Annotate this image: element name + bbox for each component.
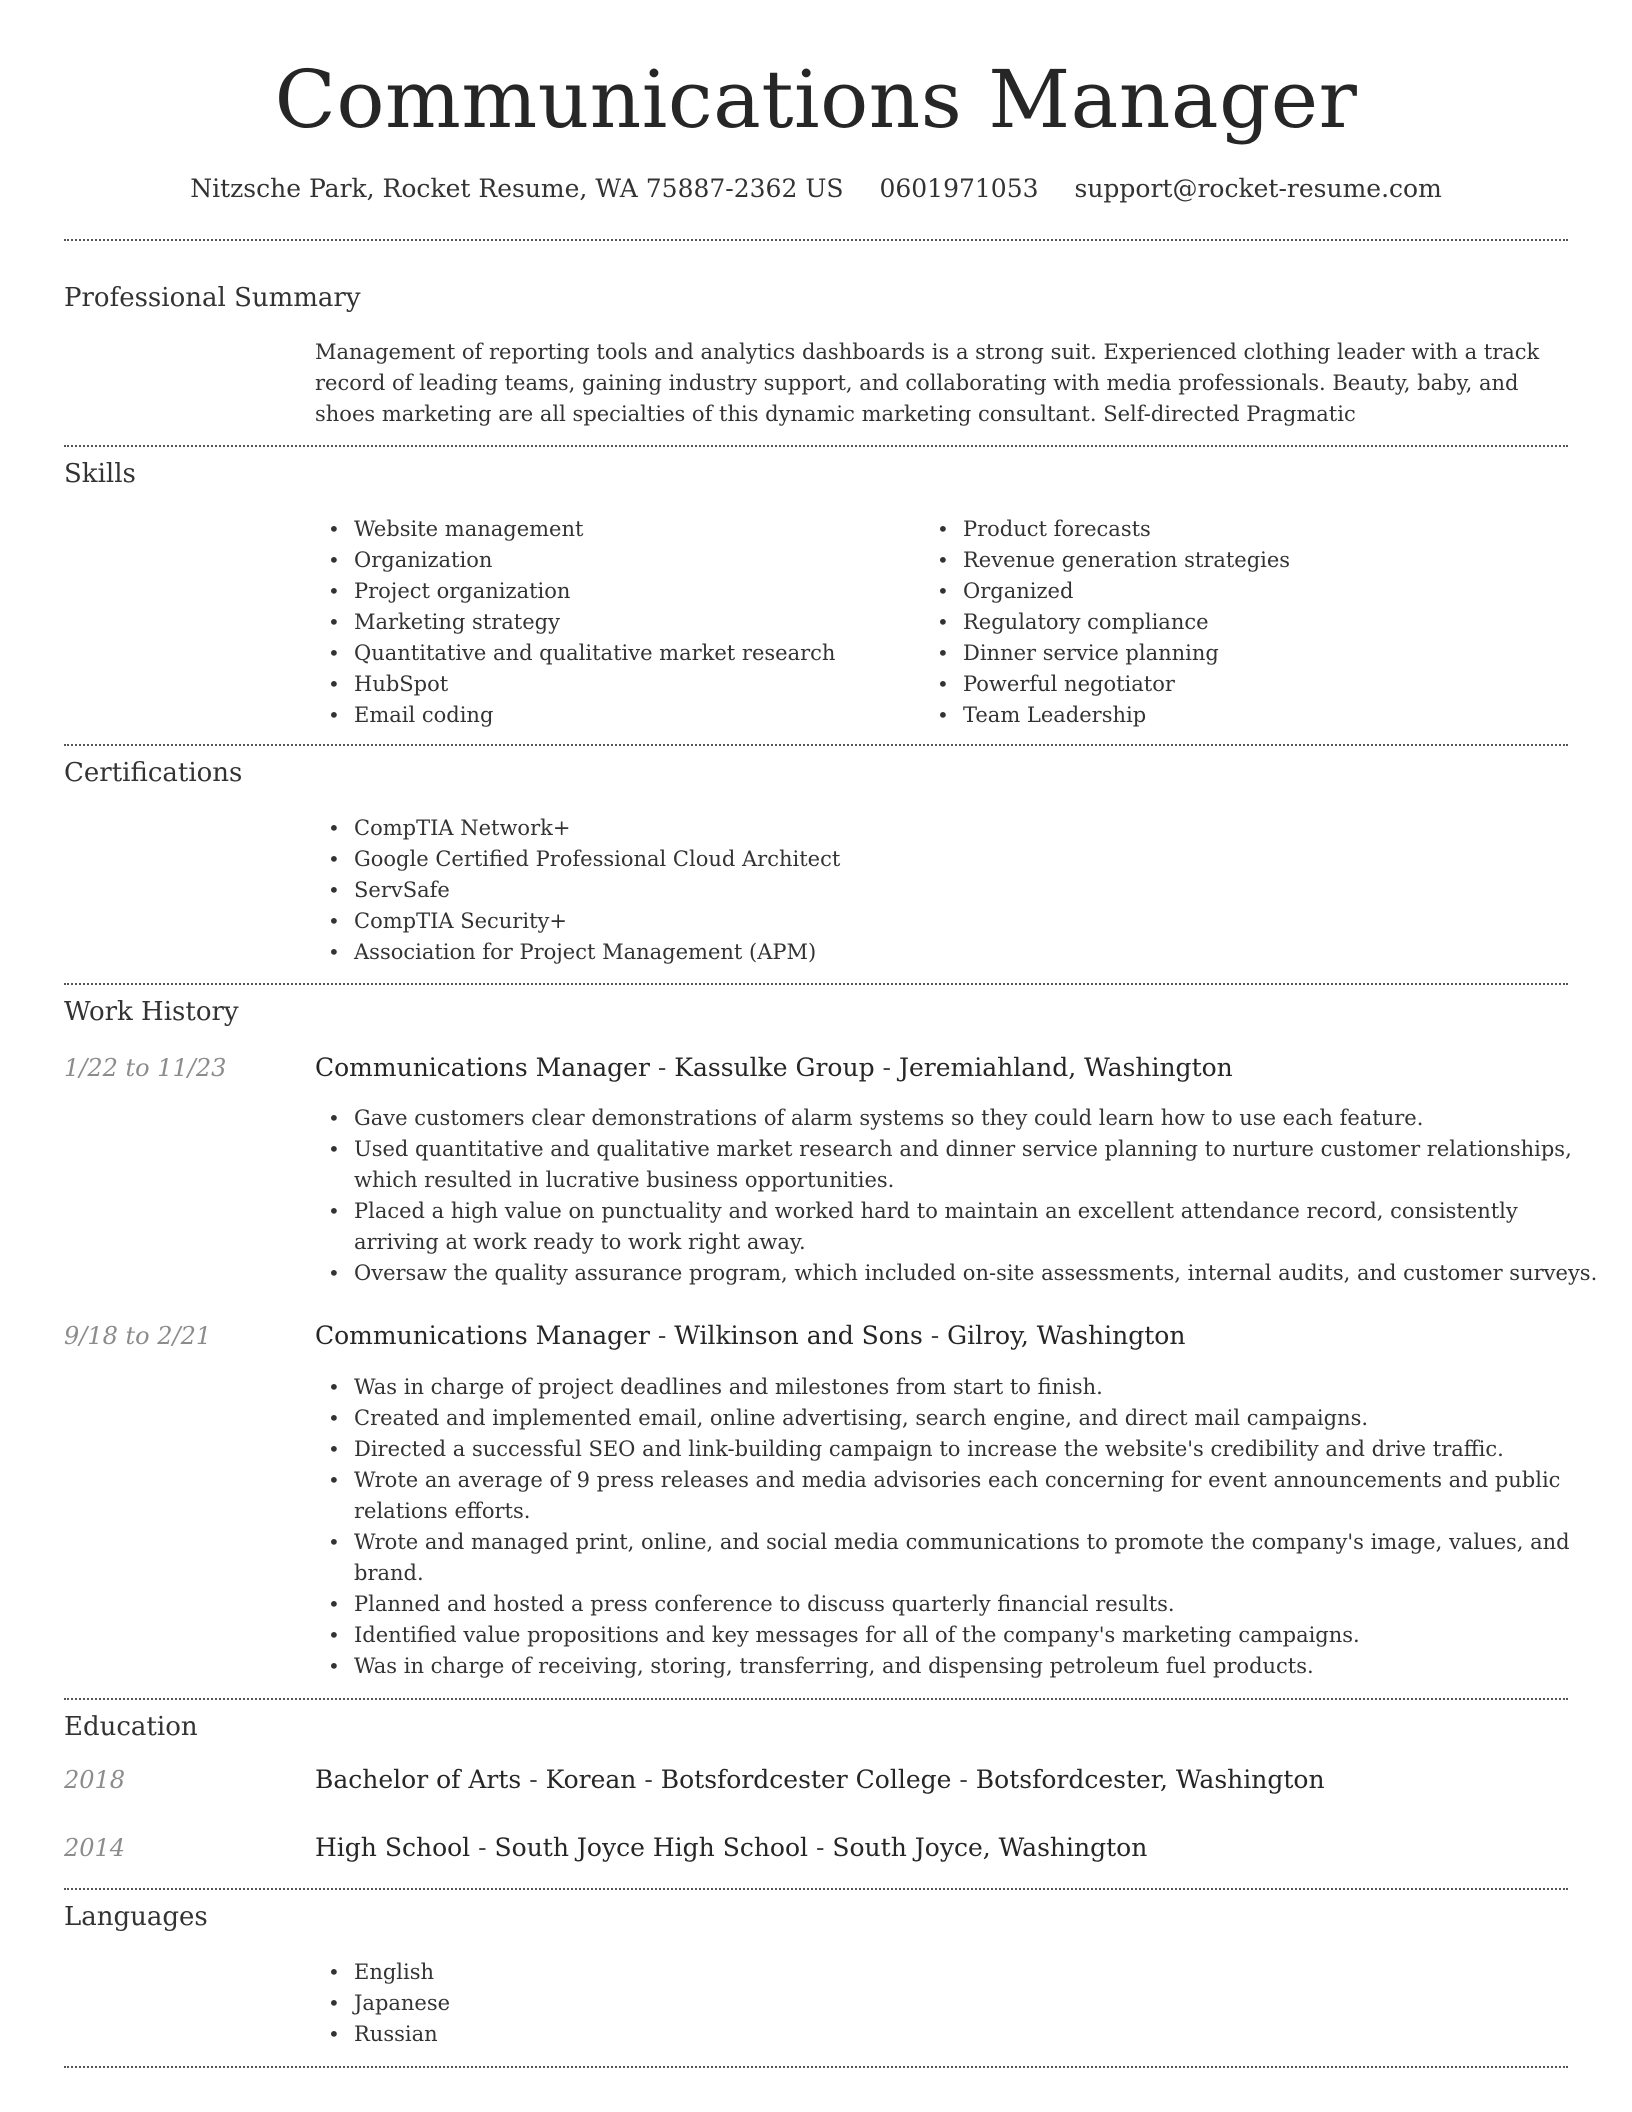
section-title-education: Education <box>64 1712 198 1742</box>
list-item: • CompTIA Security+ <box>354 906 840 937</box>
job-company: Wilkinson and Sons <box>674 1321 923 1350</box>
list-item: • Marketing strategy <box>354 607 835 638</box>
job-role: Communications Manager <box>315 1053 650 1082</box>
education-degree: High School <box>315 1833 471 1862</box>
divider <box>64 1698 1568 1700</box>
list-item: • Organized <box>963 576 1290 607</box>
list-item: • Google Certified Professional Cloud Architect <box>354 844 840 875</box>
contact-line <box>0 172 1632 206</box>
education-location: South Joyce, Washington <box>832 1833 1148 1862</box>
list-item: • ServSafe <box>354 875 840 906</box>
education-school: Botsfordcester College <box>660 1765 952 1794</box>
summary-text: Management of reporting tools and analytics dashboards is a strong suit. Experienced clothing leader with a track record of leading teams, gaining industry support, and collaborating with media professionals. Beauty, baby, and shoes marketing are all specialties of this dynamic marketing consultant. Self-directed Pragmatic <box>315 340 1540 426</box>
divider <box>64 239 1568 241</box>
job-date: 9/18 to 2/21 <box>64 1322 212 1350</box>
list-item: • Project organization <box>354 576 835 607</box>
list-item: • Product forecasts <box>963 514 1290 545</box>
list-item: • Directed a successful SEO and link-building campaign to increase the website's credibility and drive traffic. <box>354 1434 1608 1465</box>
section-title-summary: Professional Summary <box>64 283 361 313</box>
list-item: • Wrote and managed print, online, and social media communications to promote the company's image, values, and brand. <box>354 1527 1608 1589</box>
section-title-work-history: Work History <box>64 997 239 1027</box>
job-company: Kassulke Group <box>674 1053 875 1082</box>
divider <box>64 983 1568 985</box>
list-item: • Oversaw the quality assurance program, which included on-site assessments, internal audits, and customer surveys. <box>354 1258 1608 1289</box>
list-item: • Planned and hosted a press conference to discuss quarterly financial results. <box>354 1589 1608 1620</box>
job-bullets <box>311 1103 1608 1289</box>
education-school: South Joyce High School <box>494 1833 809 1862</box>
list-item: • Russian <box>354 2019 450 2050</box>
list-item: • Quantitative and qualitative market research <box>354 638 835 669</box>
education-heading: Bachelor of Arts - Korean - Botsfordcester College - Botsfordcester, Washington <box>315 1765 1325 1794</box>
job-date: 1/22 to 11/23 <box>64 1054 227 1082</box>
education-year: 2018 <box>64 1766 126 1794</box>
education-degree: Bachelor of Arts <box>315 1765 522 1794</box>
list-item: • Was in charge of project deadlines and milestones from start to finish. <box>354 1372 1608 1403</box>
job-location: Gilroy, Washington <box>947 1321 1186 1350</box>
languages-list <box>311 1957 450 2050</box>
list-item: • Identified value propositions and key messages for all of the company's marketing campaigns. <box>354 1620 1608 1651</box>
education-field: Korean <box>545 1765 637 1794</box>
list-item: • Regulatory compliance <box>963 607 1290 638</box>
list-item: • Powerful negotiator <box>963 669 1290 700</box>
divider <box>64 1888 1568 1890</box>
list-item: • Used quantitative and qualitative market research and dinner service planning to nurture customer relationships, which resulted in lucrative business opportunities. <box>354 1134 1608 1196</box>
contact-address: Nitzsche Park, Rocket Resume, WA 75887-2362 US <box>190 174 844 203</box>
contact-phone: 0601971053 <box>879 174 1039 203</box>
section-title-certifications: Certifications <box>64 758 243 788</box>
divider <box>64 2066 1568 2068</box>
job-heading: Communications Manager - Kassulke Group - Jeremiahland, Washington <box>315 1053 1233 1082</box>
list-item: • Gave customers clear demonstrations of alarm systems so they could learn how to use each feature. <box>354 1103 1608 1134</box>
list-item: • Email coding <box>354 700 835 731</box>
job-location: Jeremiahland, Washington <box>898 1053 1233 1082</box>
certifications-list <box>311 813 840 968</box>
list-item: • Was in charge of receiving, storing, transferring, and dispensing petroleum fuel products. <box>354 1651 1608 1682</box>
list-item: • Wrote an average of 9 press releases and media advisories each concerning for event announcements and public relations efforts. <box>354 1465 1608 1527</box>
section-title-skills: Skills <box>64 459 136 489</box>
job-heading: Communications Manager - Wilkinson and Sons - Gilroy, Washington <box>315 1321 1186 1350</box>
list-item: • CompTIA Network+ <box>354 813 840 844</box>
resume-title: Communications Manager <box>274 53 1358 146</box>
education-year: 2014 <box>64 1834 126 1862</box>
list-item: • HubSpot <box>354 669 835 700</box>
education-location: Botsfordcester, Washington <box>975 1765 1325 1794</box>
job-role: Communications Manager <box>315 1321 650 1350</box>
list-item: • Dinner service planning <box>963 638 1290 669</box>
section-title-languages: Languages <box>64 1902 208 1932</box>
list-item: • Association for Project Management (APM) <box>354 937 840 968</box>
contact-email: support@rocket-resume.com <box>1074 174 1442 203</box>
job-bullets <box>311 1372 1608 1682</box>
list-item: • English <box>354 1957 450 1988</box>
skills-list-right <box>920 514 1290 731</box>
list-item: • Placed a high value on punctuality and worked hard to maintain an excellent attendance record, consistently arriving at work ready to work right away. <box>354 1196 1608 1258</box>
divider <box>64 445 1568 447</box>
list-item: • Team Leadership <box>963 700 1290 731</box>
list-item: • Created and implemented email, online advertising, search engine, and direct mail campaigns. <box>354 1403 1608 1434</box>
list-item: • Website management <box>354 514 835 545</box>
divider <box>64 744 1568 746</box>
list-item: • Revenue generation strategies <box>963 545 1290 576</box>
skills-list-left <box>311 514 835 731</box>
list-item: • Organization <box>354 545 835 576</box>
list-item: • Japanese <box>354 1988 450 2019</box>
education-heading: High School - South Joyce High School - South Joyce, Washington <box>315 1833 1148 1862</box>
